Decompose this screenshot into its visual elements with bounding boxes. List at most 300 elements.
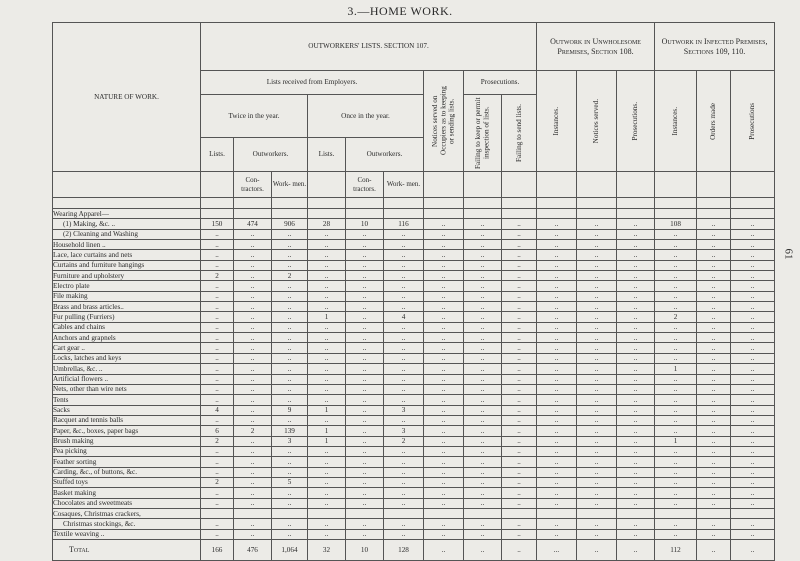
row-cell: .. [308,364,346,374]
row-cell: .. [655,374,697,384]
orders-made-header: Orders made [697,71,731,172]
row-cell: .. [731,291,775,301]
row-cell: .. [384,488,424,498]
row-cell: .. [308,353,346,363]
row-cell: 139 [272,426,308,436]
row-cell: .. [424,240,464,250]
row-cell: .. [308,488,346,498]
table-row [53,291,775,301]
row-cell: .. [617,529,655,539]
row-cell: .. [308,333,346,343]
row-cell: .. [502,415,537,425]
row-cell: .. [384,529,424,539]
row-cell: .. [201,374,234,384]
infected-premises-header: Outwork in Infected Premises, Sections 109, 110. [655,23,775,71]
row-cell: .. [201,395,234,405]
row-cell: .. [502,426,537,436]
row-cell: .. [464,291,502,301]
row-cell: .. [346,426,384,436]
row-cell: .. [731,529,775,539]
row-cell: .. [502,322,537,332]
row-cell: .. [577,291,617,301]
row-cell: .. [272,415,308,425]
row-cell: .. [384,374,424,384]
row-cell: .. [272,291,308,301]
row-cell: .. [537,426,577,436]
row-cell: .. [384,395,424,405]
row-cell: .. [537,312,577,322]
row-cell: .. [577,498,617,508]
row-cell: .. [617,343,655,353]
table-row [53,457,775,467]
row-cell: .. [384,281,424,291]
row-cell [272,209,308,219]
row-label: Wearing Apparel— [53,209,201,219]
row-cell [731,508,775,518]
row-cell: .. [697,302,731,312]
row-cell: .. [464,322,502,332]
prosecutions-header: Prosecutions. [464,71,537,95]
total-cell: .. [464,540,502,561]
total-cell: .. [577,540,617,561]
row-cell: .. [577,374,617,384]
row-cell: .. [346,477,384,487]
row-cell: .. [384,467,424,477]
instances-header: Instances. [537,71,577,172]
row-cell: .. [234,519,272,529]
row-cell: .. [617,519,655,529]
row-cell: .. [697,395,731,405]
row-cell: .. [731,467,775,477]
row-cell: .. [697,529,731,539]
total-cell: ... [537,540,577,561]
row-cell: .. [697,260,731,270]
row-cell [346,209,384,219]
row-cell: .. [234,498,272,508]
row-cell: .. [731,333,775,343]
row-cell: .. [272,353,308,363]
row-cell: .. [384,384,424,394]
row-cell: .. [617,302,655,312]
row-label: Stuffed toys [53,477,201,487]
row-cell: .. [201,229,234,239]
row-cell: .. [502,384,537,394]
row-cell: .. [697,498,731,508]
row-cell: .. [697,281,731,291]
table-row [53,395,775,405]
row-cell: .. [201,519,234,529]
row-cell: .. [537,488,577,498]
row-cell: .. [731,446,775,456]
row-cell: .. [424,467,464,477]
row-cell [234,508,272,518]
total-cell: 32 [308,540,346,561]
row-cell: .. [502,467,537,477]
row-cell: 116 [384,219,424,229]
row-cell: .. [577,260,617,270]
row-cell: .. [502,291,537,301]
table-row [53,384,775,394]
row-cell: .. [655,467,697,477]
row-cell: .. [234,281,272,291]
lists-header-twice: Lists. [201,137,234,171]
row-cell: .. [464,219,502,229]
unwholesome-premises-header: Outwork in Unwholesome Premises, Section 108. [537,23,655,71]
row-cell: .. [308,519,346,529]
row-cell: .. [234,229,272,239]
row-cell: .. [537,302,577,312]
row-cell [201,508,234,518]
row-cell: .. [272,467,308,477]
row-cell: .. [617,467,655,477]
row-cell: .. [234,353,272,363]
total-cell: .. [502,540,537,561]
row-cell: .. [577,457,617,467]
row-cell: .. [537,519,577,529]
row-cell: .. [234,477,272,487]
row-cell: .. [424,260,464,270]
row-cell: .. [617,229,655,239]
row-cell: .. [272,498,308,508]
row-cell: 6 [201,426,234,436]
outworkers-lists-header: OUTWORKERS' LISTS. SECTION 107. [201,23,537,71]
row-cell: .. [346,281,384,291]
row-cell [655,209,697,219]
row-cell: .. [502,353,537,363]
table-row [53,374,775,384]
row-cell: .. [697,457,731,467]
row-cell: .. [502,498,537,508]
row-label: Christmas stockings, &c. [53,519,201,529]
row-cell: .. [346,260,384,270]
row-cell: .. [201,415,234,425]
row-cell: .. [617,374,655,384]
row-cell: .. [697,519,731,529]
row-cell: .. [617,250,655,260]
row-cell: .. [201,343,234,353]
home-work-table [52,22,775,561]
row-cell: .. [655,477,697,487]
row-cell: .. [655,353,697,363]
row-cell: .. [272,240,308,250]
row-cell: .. [424,281,464,291]
lists-received-header: Lists received from Employers. [201,71,424,95]
row-cell: .. [308,291,346,301]
table-row [53,312,775,322]
table-row [53,405,775,415]
row-cell: .. [272,457,308,467]
row-label: Carding, &c., of buttons, &c. [53,467,201,477]
row-cell: .. [577,353,617,363]
row-cell: 2 [272,271,308,281]
row-cell: .. [308,384,346,394]
row-cell: .. [424,519,464,529]
total-cell: .. [731,540,775,561]
row-cell: .. [577,405,617,415]
row-cell: .. [537,271,577,281]
row-cell: .. [537,343,577,353]
row-cell: .. [464,415,502,425]
row-cell: .. [464,519,502,529]
row-cell: .. [384,498,424,508]
row-cell: .. [731,488,775,498]
row-cell: .. [537,529,577,539]
row-cell: .. [502,477,537,487]
row-cell: .. [424,405,464,415]
total-cell: 10 [346,540,384,561]
row-label: Tents [53,395,201,405]
row-cell: .. [464,229,502,239]
row-cell: .. [464,302,502,312]
row-cell: .. [697,364,731,374]
row-cell [464,209,502,219]
row-cell: .. [617,395,655,405]
row-cell: .. [697,291,731,301]
row-cell: .. [655,446,697,456]
row-cell: .. [308,250,346,260]
row-cell: .. [272,229,308,239]
row-cell: .. [308,229,346,239]
row-cell: .. [384,477,424,487]
row-cell: 1 [308,405,346,415]
row-cell: .. [346,384,384,394]
row-cell: .. [464,281,502,291]
row-cell: .. [234,312,272,322]
row-cell: .. [308,529,346,539]
row-cell: .. [502,488,537,498]
row-cell: .. [502,219,537,229]
table-row [53,322,775,332]
row-cell: .. [424,333,464,343]
row-cell: .. [424,364,464,374]
row-cell: .. [502,405,537,415]
row-cell: .. [731,415,775,425]
row-cell: .. [464,240,502,250]
row-cell: .. [308,260,346,270]
row-cell: .. [655,498,697,508]
row-cell: .. [617,312,655,322]
row-cell: .. [697,229,731,239]
row-cell: .. [201,312,234,322]
total-row [53,540,775,561]
total-cell: .. [617,540,655,561]
row-cell: .. [502,250,537,260]
row-cell: .. [617,436,655,446]
row-cell: .. [655,229,697,239]
row-cell: .. [537,281,577,291]
table-row [53,426,775,436]
row-cell: .. [424,426,464,436]
total-label: Total [53,540,201,561]
row-cell: .. [697,240,731,250]
row-cell: .. [272,250,308,260]
row-cell: .. [577,302,617,312]
row-cell: .. [617,415,655,425]
row-cell: .. [346,374,384,384]
row-cell: .. [464,312,502,322]
total-cell: .. [424,540,464,561]
instances2-header: Instances. [655,71,697,172]
row-cell: .. [502,457,537,467]
table-row [53,250,775,260]
row-cell: .. [655,260,697,270]
row-cell: .. [346,488,384,498]
row-cell: .. [697,271,731,281]
row-label: Locks, latches and keys [53,353,201,363]
row-cell [502,209,537,219]
row-cell: 2 [384,436,424,446]
row-cell: .. [697,415,731,425]
row-cell: .. [234,384,272,394]
row-cell: .. [464,529,502,539]
row-cell: .. [537,260,577,270]
table-row [53,271,775,281]
row-cell: .. [577,395,617,405]
row-label: Feather sorting [53,457,201,467]
row-cell: .. [346,467,384,477]
row-cell: .. [424,384,464,394]
row-cell: .. [424,529,464,539]
row-cell: .. [272,302,308,312]
row-cell: .. [731,457,775,467]
row-cell: 2 [655,312,697,322]
row-cell: .. [464,250,502,260]
row-cell: .. [502,312,537,322]
row-cell: .. [577,529,617,539]
row-cell: .. [617,240,655,250]
row-cell: .. [201,467,234,477]
row-cell [384,209,424,219]
row-cell: .. [424,302,464,312]
row-cell: .. [577,488,617,498]
row-cell: .. [346,291,384,301]
row-cell: .. [234,529,272,539]
row-cell: .. [424,322,464,332]
row-cell [424,508,464,518]
row-cell: .. [502,446,537,456]
row-cell: .. [617,426,655,436]
row-cell: .. [308,446,346,456]
row-cell: 906 [272,219,308,229]
row-cell: .. [537,291,577,301]
row-label: Paper, &c., boxes, paper bags [53,426,201,436]
table-row [53,229,775,239]
row-cell: .. [502,302,537,312]
row-cell: .. [577,229,617,239]
row-cell: .. [424,219,464,229]
row-cell: .. [234,240,272,250]
row-cell: .. [346,250,384,260]
row-cell: .. [537,415,577,425]
row-cell: .. [502,395,537,405]
row-cell: .. [272,446,308,456]
lists-header-once: Lists. [308,137,346,171]
row-cell: .. [731,426,775,436]
row-cell: .. [346,498,384,508]
row-cell: .. [424,312,464,322]
row-cell: .. [272,384,308,394]
row-cell: .. [731,260,775,270]
row-cell: .. [537,446,577,456]
row-cell: .. [384,519,424,529]
row-cell: .. [577,240,617,250]
row-cell: .. [384,446,424,456]
row-cell: .. [424,250,464,260]
row-cell [697,209,731,219]
row-cell: .. [424,415,464,425]
row-cell [617,209,655,219]
row-cell: .. [346,395,384,405]
row-cell [617,508,655,518]
row-cell: .. [502,229,537,239]
row-label: File making [53,291,201,301]
contractors-header-once: Con- tractors. [346,172,384,198]
row-cell: .. [384,291,424,301]
row-cell: .. [577,519,617,529]
row-cell: .. [201,250,234,260]
table-row [53,364,775,374]
row-cell: .. [617,477,655,487]
row-cell: 10 [346,219,384,229]
row-cell: .. [537,364,577,374]
row-cell: .. [201,260,234,270]
row-cell [697,508,731,518]
row-label: Cosaques, Christmas crackers, [53,508,201,518]
row-label: Basket making [53,488,201,498]
row-cell: .. [617,488,655,498]
row-cell: 1 [308,436,346,446]
row-cell: .. [537,384,577,394]
row-cell: .. [346,446,384,456]
row-cell: 2 [234,426,272,436]
row-cell: .. [384,271,424,281]
row-label: Brass and brass articles.. [53,302,201,312]
row-cell: .. [577,436,617,446]
row-cell: .. [655,322,697,332]
row-cell: .. [234,457,272,467]
table-row [53,529,775,539]
row-cell: .. [424,446,464,456]
row-cell: .. [502,529,537,539]
row-label: Umbrellas, &c. .. [53,364,201,374]
total-cell: 166 [201,540,234,561]
total-cell: 112 [655,540,697,561]
row-cell: .. [537,229,577,239]
row-cell: .. [577,384,617,394]
row-cell: .. [308,240,346,250]
row-label: Fur pulling (Furriers) [53,312,201,322]
row-cell [537,209,577,219]
row-cell: .. [308,477,346,487]
row-cell: .. [424,498,464,508]
row-label: (1) Making, &c. .. [53,219,201,229]
row-cell: .. [617,322,655,332]
row-cell: .. [464,457,502,467]
row-cell: .. [577,343,617,353]
row-cell: .. [384,364,424,374]
row-cell: .. [537,436,577,446]
row-cell: 1 [655,436,697,446]
row-cell: .. [577,477,617,487]
row-label: Curtains and furniture hangings [53,260,201,270]
row-cell: .. [201,457,234,467]
row-cell: .. [424,457,464,467]
row-label: Racquet and tennis balls [53,415,201,425]
row-cell: .. [464,343,502,353]
row-cell: .. [234,467,272,477]
row-cell: .. [346,312,384,322]
row-cell: .. [201,322,234,332]
